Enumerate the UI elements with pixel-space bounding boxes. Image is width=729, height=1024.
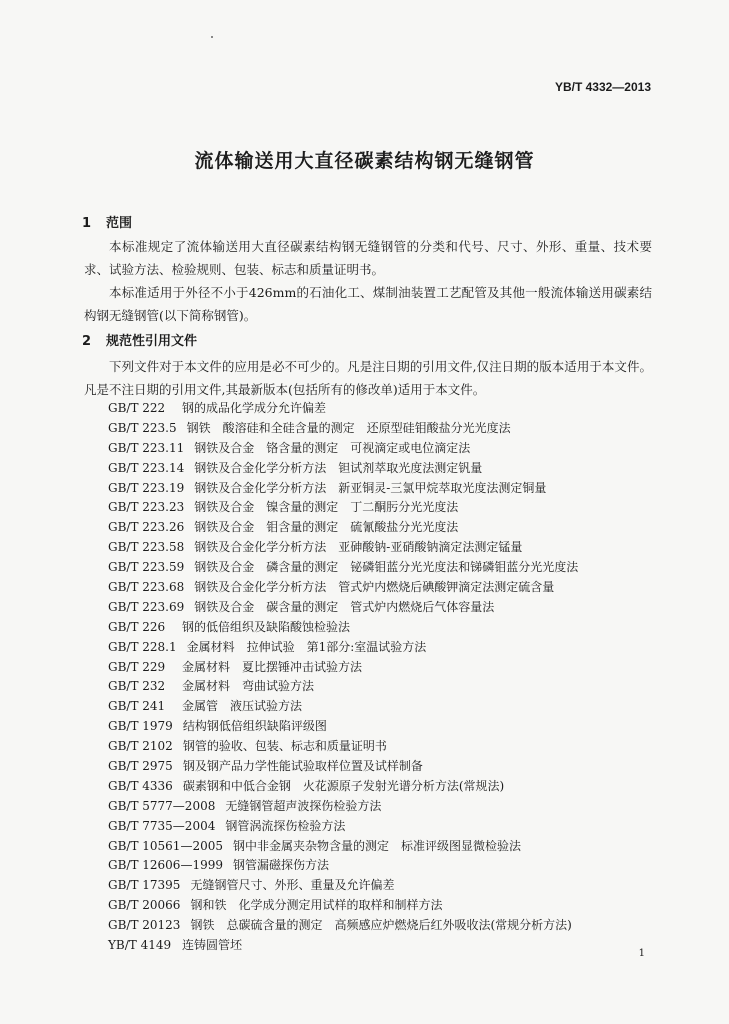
reference-code: GB/T 232	[108, 679, 166, 694]
reference-title: 金属材料 拉伸试验 第1部分:室温试验方法	[186, 639, 427, 654]
reference-item	[108, 896, 578, 916]
reference-item	[108, 916, 578, 936]
reference-code: GB/T 20066	[108, 898, 181, 913]
reference-code: GB/T 223.23	[108, 500, 185, 515]
reference-item	[108, 638, 578, 658]
reference-item	[108, 677, 578, 697]
scope-paragraph-1: 本标准规定了流体输送用大直径碳素结构钢无缝钢管的分类和代号、尺寸、外形、重量、技术要求、试验方法、检验规则、包装、标志和质量证明书。	[84, 239, 652, 277]
section-title: 范围	[106, 216, 133, 231]
reference-item	[108, 558, 578, 578]
reference-item	[108, 876, 578, 896]
reference-code: GB/T 228.1	[108, 639, 177, 654]
reference-title: 钢铁及合金化学分析方法 钽试剂萃取光度法测定钒量	[194, 460, 483, 475]
reference-item	[108, 578, 578, 598]
reference-title: 钢铁及合金化学分析方法 管式炉内燃烧后碘酸钾滴定法测定硫含量	[194, 580, 555, 595]
reference-item	[108, 936, 578, 956]
reference-code: GB/T 4336	[108, 778, 173, 793]
reference-item	[108, 777, 578, 797]
reference-item	[108, 658, 578, 678]
scan-speck	[211, 36, 213, 38]
reference-item	[108, 538, 578, 558]
reference-item	[108, 697, 578, 717]
page-number: 1	[638, 948, 645, 959]
reference-title: 钢铁及合金 钼含量的测定 硫氰酸盐分光光度法	[194, 520, 459, 535]
reference-title: 钢铁及合金化学分析方法 亚砷酸钠-亚硝酸钠滴定法测定锰量	[194, 540, 523, 555]
reference-code: GB/T 12606—1999	[108, 858, 223, 873]
reference-title: 无缝钢管尺寸、外形、重量及允许偏差	[190, 878, 395, 893]
reference-item	[108, 399, 578, 419]
reference-title: 钢管漏磁探伤方法	[232, 858, 329, 873]
section-number: 1	[82, 216, 92, 231]
reference-item	[108, 618, 578, 638]
reference-code: GB/T 229	[108, 659, 166, 674]
reference-item	[108, 479, 578, 499]
reference-code: GB/T 223.5	[108, 420, 177, 435]
reference-code: YB/T 4149	[108, 938, 172, 953]
reference-title: 金属材料 夏比摆锤冲击试验方法	[182, 659, 363, 674]
reference-title: 钢管涡流探伤检验方法	[225, 818, 346, 833]
reference-item	[108, 498, 578, 518]
reference-code: GB/T 10561—2005	[108, 838, 223, 853]
reference-title: 金属材料 弯曲试验方法	[182, 679, 315, 694]
reference-code: GB/T 2102	[108, 739, 173, 754]
reference-item	[108, 459, 578, 479]
reference-code: GB/T 223.69	[108, 599, 185, 614]
reference-item	[108, 717, 578, 737]
reference-code: GB/T 1979	[108, 719, 173, 734]
reference-title: 钢的低倍组织及缺陷酸蚀检验法	[182, 619, 351, 634]
reference-code: GB/T 222	[108, 401, 166, 415]
reference-title: 连铸圆管坯	[182, 938, 243, 953]
reference-code: GB/T 241	[108, 699, 166, 714]
section-number: 2	[82, 334, 92, 349]
reference-item	[108, 518, 578, 538]
scope-paragraph-2: 本标准适用于外径不小于426mm的石油化工、煤制油装置工艺配管及其他一般流体输送用碳素结构钢无缝钢管(以下简称钢管)。	[84, 285, 652, 323]
reference-item	[108, 797, 578, 817]
reference-title: 钢铁 总碳硫含量的测定 高频感应炉燃烧后红外吸收法(常规分析方法)	[190, 918, 572, 933]
reference-title: 钢和铁 化学成分测定用试样的取样和制样方法	[190, 898, 443, 913]
document-title: 流体输送用大直径碳素结构钢无缝钢管	[194, 150, 535, 172]
section-1-heading	[82, 212, 132, 231]
reference-title: 钢管的验收、包装、标志和质量证明书	[182, 739, 387, 754]
reference-item	[108, 757, 578, 777]
reference-code: GB/T 223.11	[108, 440, 185, 455]
reference-code: GB/T 226	[108, 619, 166, 634]
reference-code: GB/T 5777—2008	[108, 798, 216, 813]
reference-item	[108, 837, 578, 857]
reference-item	[108, 598, 578, 618]
reference-title: 钢铁及合金 铬含量的测定 可视滴定或电位滴定法	[194, 440, 471, 455]
reference-item	[108, 856, 578, 876]
reference-code: GB/T 223.19	[108, 480, 185, 495]
reference-title: 钢及钢产品力学性能试验取样位置及试样制备	[182, 759, 423, 774]
reference-title: 钢的成品化学成分允许偏差	[182, 401, 327, 415]
reference-code: GB/T 223.26	[108, 520, 185, 535]
references-intro: 下列文件对于本文件的应用是必不可少的。凡是注日期的引用文件,仅注日期的版本适用于本文件。凡是不注日期的引用文件,其最新版本(包括所有的修改单)适用于本文件。	[84, 359, 652, 397]
reference-title: 钢铁 酸溶硅和全硅含量的测定 还原型硅钼酸盐分光光度法	[186, 420, 511, 435]
reference-list	[108, 399, 578, 956]
reference-item	[108, 439, 578, 459]
reference-title: 钢中非金属夹杂物含量的测定 标准评级图显微检验法	[232, 838, 521, 853]
reference-code: GB/T 17395	[108, 878, 181, 893]
reference-title: 钢铁及合金化学分析方法 新亚铜灵-三氯甲烷萃取光度法测定铜量	[194, 480, 547, 495]
reference-code: GB/T 223.14	[108, 460, 185, 475]
reference-item	[108, 419, 578, 439]
reference-code: GB/T 2975	[108, 759, 173, 774]
reference-title: 结构钢低倍组织缺陷评级图	[182, 719, 327, 734]
reference-title: 无缝钢管超声波探伤检验方法	[225, 798, 382, 813]
reference-code: GB/T 223.58	[108, 540, 185, 555]
reference-code: GB/T 223.59	[108, 560, 185, 575]
reference-title: 钢铁及合金 磷含量的测定 铋磷钼蓝分光光度法和锑磷钼蓝分光光度法	[194, 560, 579, 575]
reference-item	[108, 737, 578, 757]
standard-code: YB/T 4332—2013	[554, 80, 651, 94]
section-title: 规范性引用文件	[106, 334, 198, 349]
reference-title: 钢铁及合金 镍含量的测定 丁二酮肟分光光度法	[194, 500, 459, 515]
reference-title: 金属管 液压试验方法	[182, 699, 303, 714]
reference-item	[108, 817, 578, 837]
reference-code: GB/T 223.68	[108, 580, 185, 595]
reference-code: GB/T 7735—2004	[108, 818, 216, 833]
section-2-heading	[82, 330, 197, 349]
reference-code: GB/T 20123	[108, 918, 181, 933]
reference-title: 碳素钢和中低合金钢 火花源原子发射光谱分析方法(常规法)	[182, 778, 505, 793]
reference-title: 钢铁及合金 碳含量的测定 管式炉内燃烧后气体容量法	[194, 599, 495, 614]
